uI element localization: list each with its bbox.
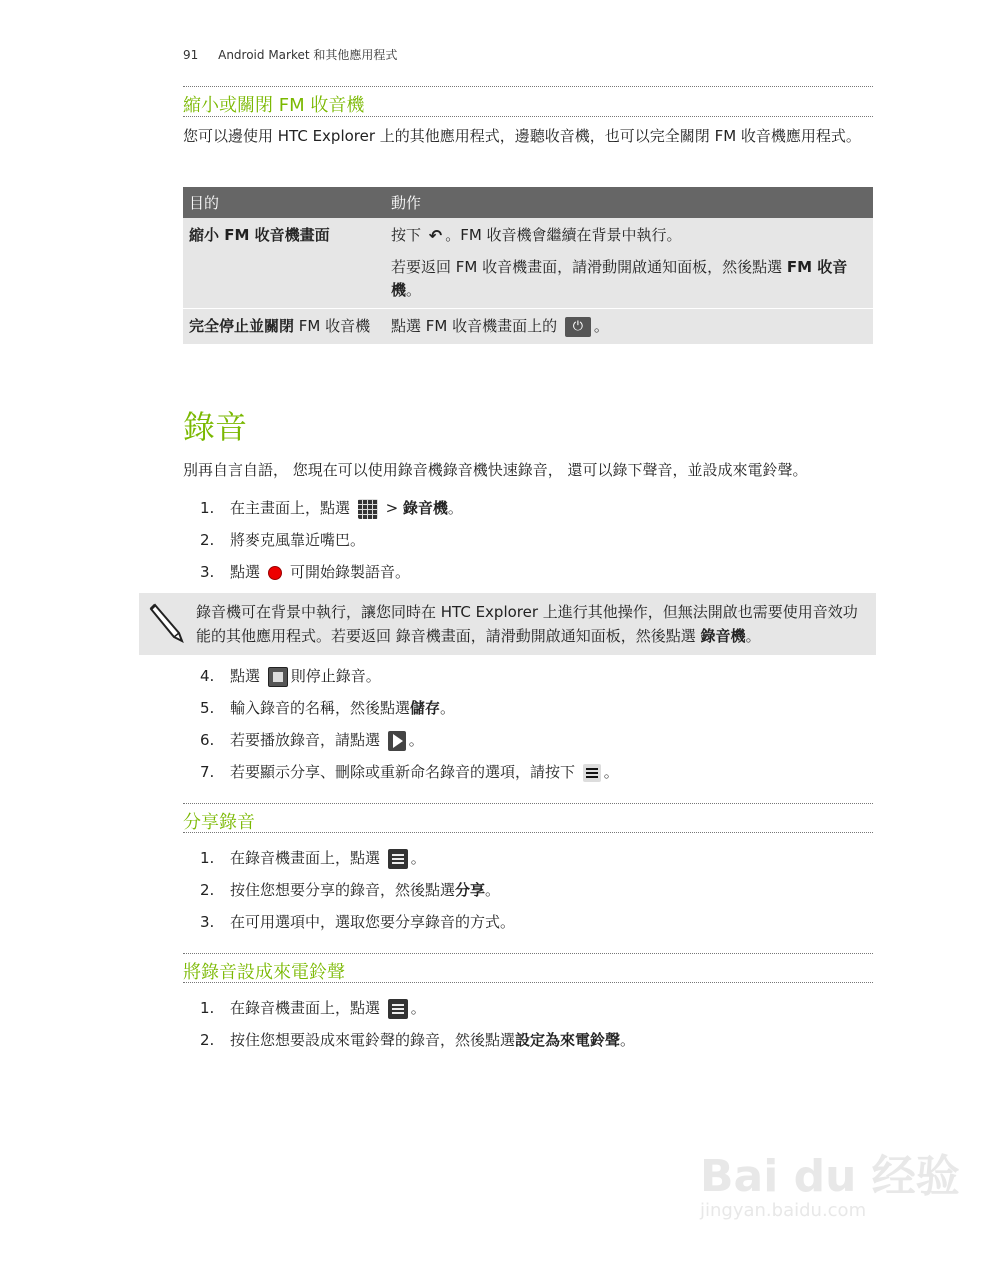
- step-text: 。: [485, 881, 501, 899]
- record-icon: [268, 566, 282, 580]
- step-text: 。: [408, 731, 424, 749]
- section-rule: [183, 953, 873, 954]
- section-title-ringtone: 將錄音設成來電鈴聲: [183, 962, 345, 983]
- table-cell-action: [385, 309, 873, 345]
- list-item: [200, 879, 500, 901]
- step-text: >: [380, 499, 403, 517]
- step-bold: 設定為來電鈴聲: [515, 1031, 621, 1049]
- page-number: 91: [183, 48, 199, 62]
- watermark-logo: Bai du 经验: [700, 1151, 960, 1202]
- note-end: 。: [745, 627, 761, 645]
- step-text: 。: [603, 763, 619, 781]
- fm-table: [183, 187, 873, 344]
- step-text: 若要顯示分享、刪除或重新命名錄音的選項，請按下: [230, 763, 576, 781]
- step-bold: 分享: [455, 881, 486, 899]
- step-text: 按住您想要分享的錄音，然後點選: [230, 881, 456, 899]
- list-item: [200, 761, 619, 783]
- header-section: Android Market 和其他應用程式: [218, 48, 398, 62]
- step-number: 7.: [200, 763, 215, 781]
- page-title-recorder: 錄音: [183, 408, 248, 446]
- action-text: 按下: [391, 226, 422, 244]
- list-item: [200, 697, 455, 719]
- menu-icon: [388, 999, 408, 1019]
- step-text: 。: [440, 699, 456, 717]
- play-icon: [388, 731, 406, 751]
- step-number: 4.: [200, 667, 215, 685]
- note-box: [139, 593, 876, 655]
- note-body: 錄音機可在背景中執行，讓您同時在 HTC Explorer 上進行其他操作，但無法開啟也需要使用音效功能的其他應用程式。若要返回 錄音機畫面，請滑動開啟通知面板，然後點選: [196, 603, 858, 645]
- list-item: [200, 529, 365, 551]
- step-text: 在錄音機畫面上，點選: [230, 999, 381, 1017]
- step-number: 1.: [200, 849, 215, 867]
- list-item: [200, 911, 515, 933]
- step-text: 若要播放錄音，請點選: [230, 731, 381, 749]
- table-header-goal: 目的: [183, 187, 385, 218]
- step-text: 按住您想要設成來電鈴聲的錄音，然後點選: [230, 1031, 516, 1049]
- step-number: 6.: [200, 731, 215, 749]
- step-number: 1.: [200, 999, 215, 1017]
- step-text: 。: [620, 1031, 636, 1049]
- step-text: 點選: [230, 667, 261, 685]
- step-text: 在主畫面上，點選: [230, 499, 351, 517]
- fm-intro: 您可以邊使用 HTC Explorer 上的其他應用程式，邊聽收音機，也可以完全關閉 FM 收音機應用程式。: [183, 127, 861, 145]
- action-text: 。: [593, 317, 609, 335]
- section-rule: [183, 803, 873, 804]
- watermark-url: jingyan.baidu.com: [700, 1200, 867, 1221]
- step-number: 1.: [200, 499, 215, 517]
- table-cell-goal: 縮小 FM 收音機畫面: [183, 218, 385, 309]
- step-text: 。: [410, 849, 426, 867]
- table-cell-action: [385, 218, 873, 309]
- watermark: [700, 1140, 960, 1221]
- step-text: 則停止錄音。: [290, 667, 381, 685]
- step-text: 點選: [230, 563, 261, 581]
- menu-icon: [388, 849, 408, 869]
- action-text: 。: [406, 281, 422, 299]
- section-title-fm: 縮小或關閉 FM 收音機: [183, 95, 365, 116]
- pencil-icon: [149, 599, 187, 643]
- back-arrow-icon: ↶: [428, 226, 443, 245]
- action-text: 若要返回 FM 收音機畫面，請滑動開啟通知面板，然後點選: [391, 258, 787, 276]
- step-text: 輸入錄音的名稱，然後點選: [230, 699, 411, 717]
- note-bold: 錄音機: [700, 627, 746, 645]
- section-rule: [183, 982, 873, 983]
- section-rule: [183, 86, 873, 87]
- step-bold: 錄音機: [402, 499, 448, 517]
- step-number: 2.: [200, 531, 215, 549]
- step-bold: 儲存: [410, 699, 441, 717]
- step-text: 將麥克風靠近嘴巴。: [230, 531, 366, 549]
- step-text: 。: [410, 999, 426, 1017]
- recorder-intro: 別再自言自語， 您現在可以使用錄音機錄音機快速錄音， 還可以錄下聲音，並設成來電鈴聲。: [183, 461, 808, 479]
- power-icon: ⏻: [565, 317, 591, 337]
- menu-icon: [583, 764, 601, 782]
- app-grid-icon: [358, 499, 378, 519]
- stop-icon: [268, 667, 288, 687]
- step-text: 在錄音機畫面上，點選: [230, 849, 381, 867]
- step-number: 2.: [200, 1031, 215, 1049]
- table-header-action: 動作: [385, 187, 873, 218]
- list-item: [200, 729, 424, 751]
- note-text: [196, 600, 866, 648]
- step-text: 在可用選項中，選取您要分享錄音的方式。: [230, 913, 516, 931]
- step-number: 5.: [200, 699, 215, 717]
- action-text: 。FM 收音機會繼續在背景中執行。: [445, 226, 682, 244]
- table-cell-goal: [183, 309, 385, 345]
- goal-bold: 完全停止並關閉: [189, 317, 295, 335]
- action-bold: FM 收音機: [391, 258, 848, 299]
- section-title-share: 分享錄音: [183, 812, 255, 833]
- section-rule: [183, 116, 873, 117]
- section-rule: [183, 832, 873, 833]
- step-number: 3.: [200, 913, 215, 931]
- list-item: [200, 847, 426, 869]
- list-item: [200, 997, 426, 1019]
- step-number: 3.: [200, 563, 215, 581]
- list-item: [200, 1029, 635, 1051]
- goal-text: FM 收音機: [294, 317, 371, 335]
- step-text: 可開始錄製語音。: [290, 563, 411, 581]
- step-text: 。: [447, 499, 463, 517]
- list-item: [200, 561, 410, 583]
- list-item: [200, 665, 381, 687]
- action-text: 點選 FM 收音機畫面上的: [391, 317, 558, 335]
- running-header: [183, 46, 397, 63]
- step-number: 2.: [200, 881, 215, 899]
- list-item: [200, 497, 463, 519]
